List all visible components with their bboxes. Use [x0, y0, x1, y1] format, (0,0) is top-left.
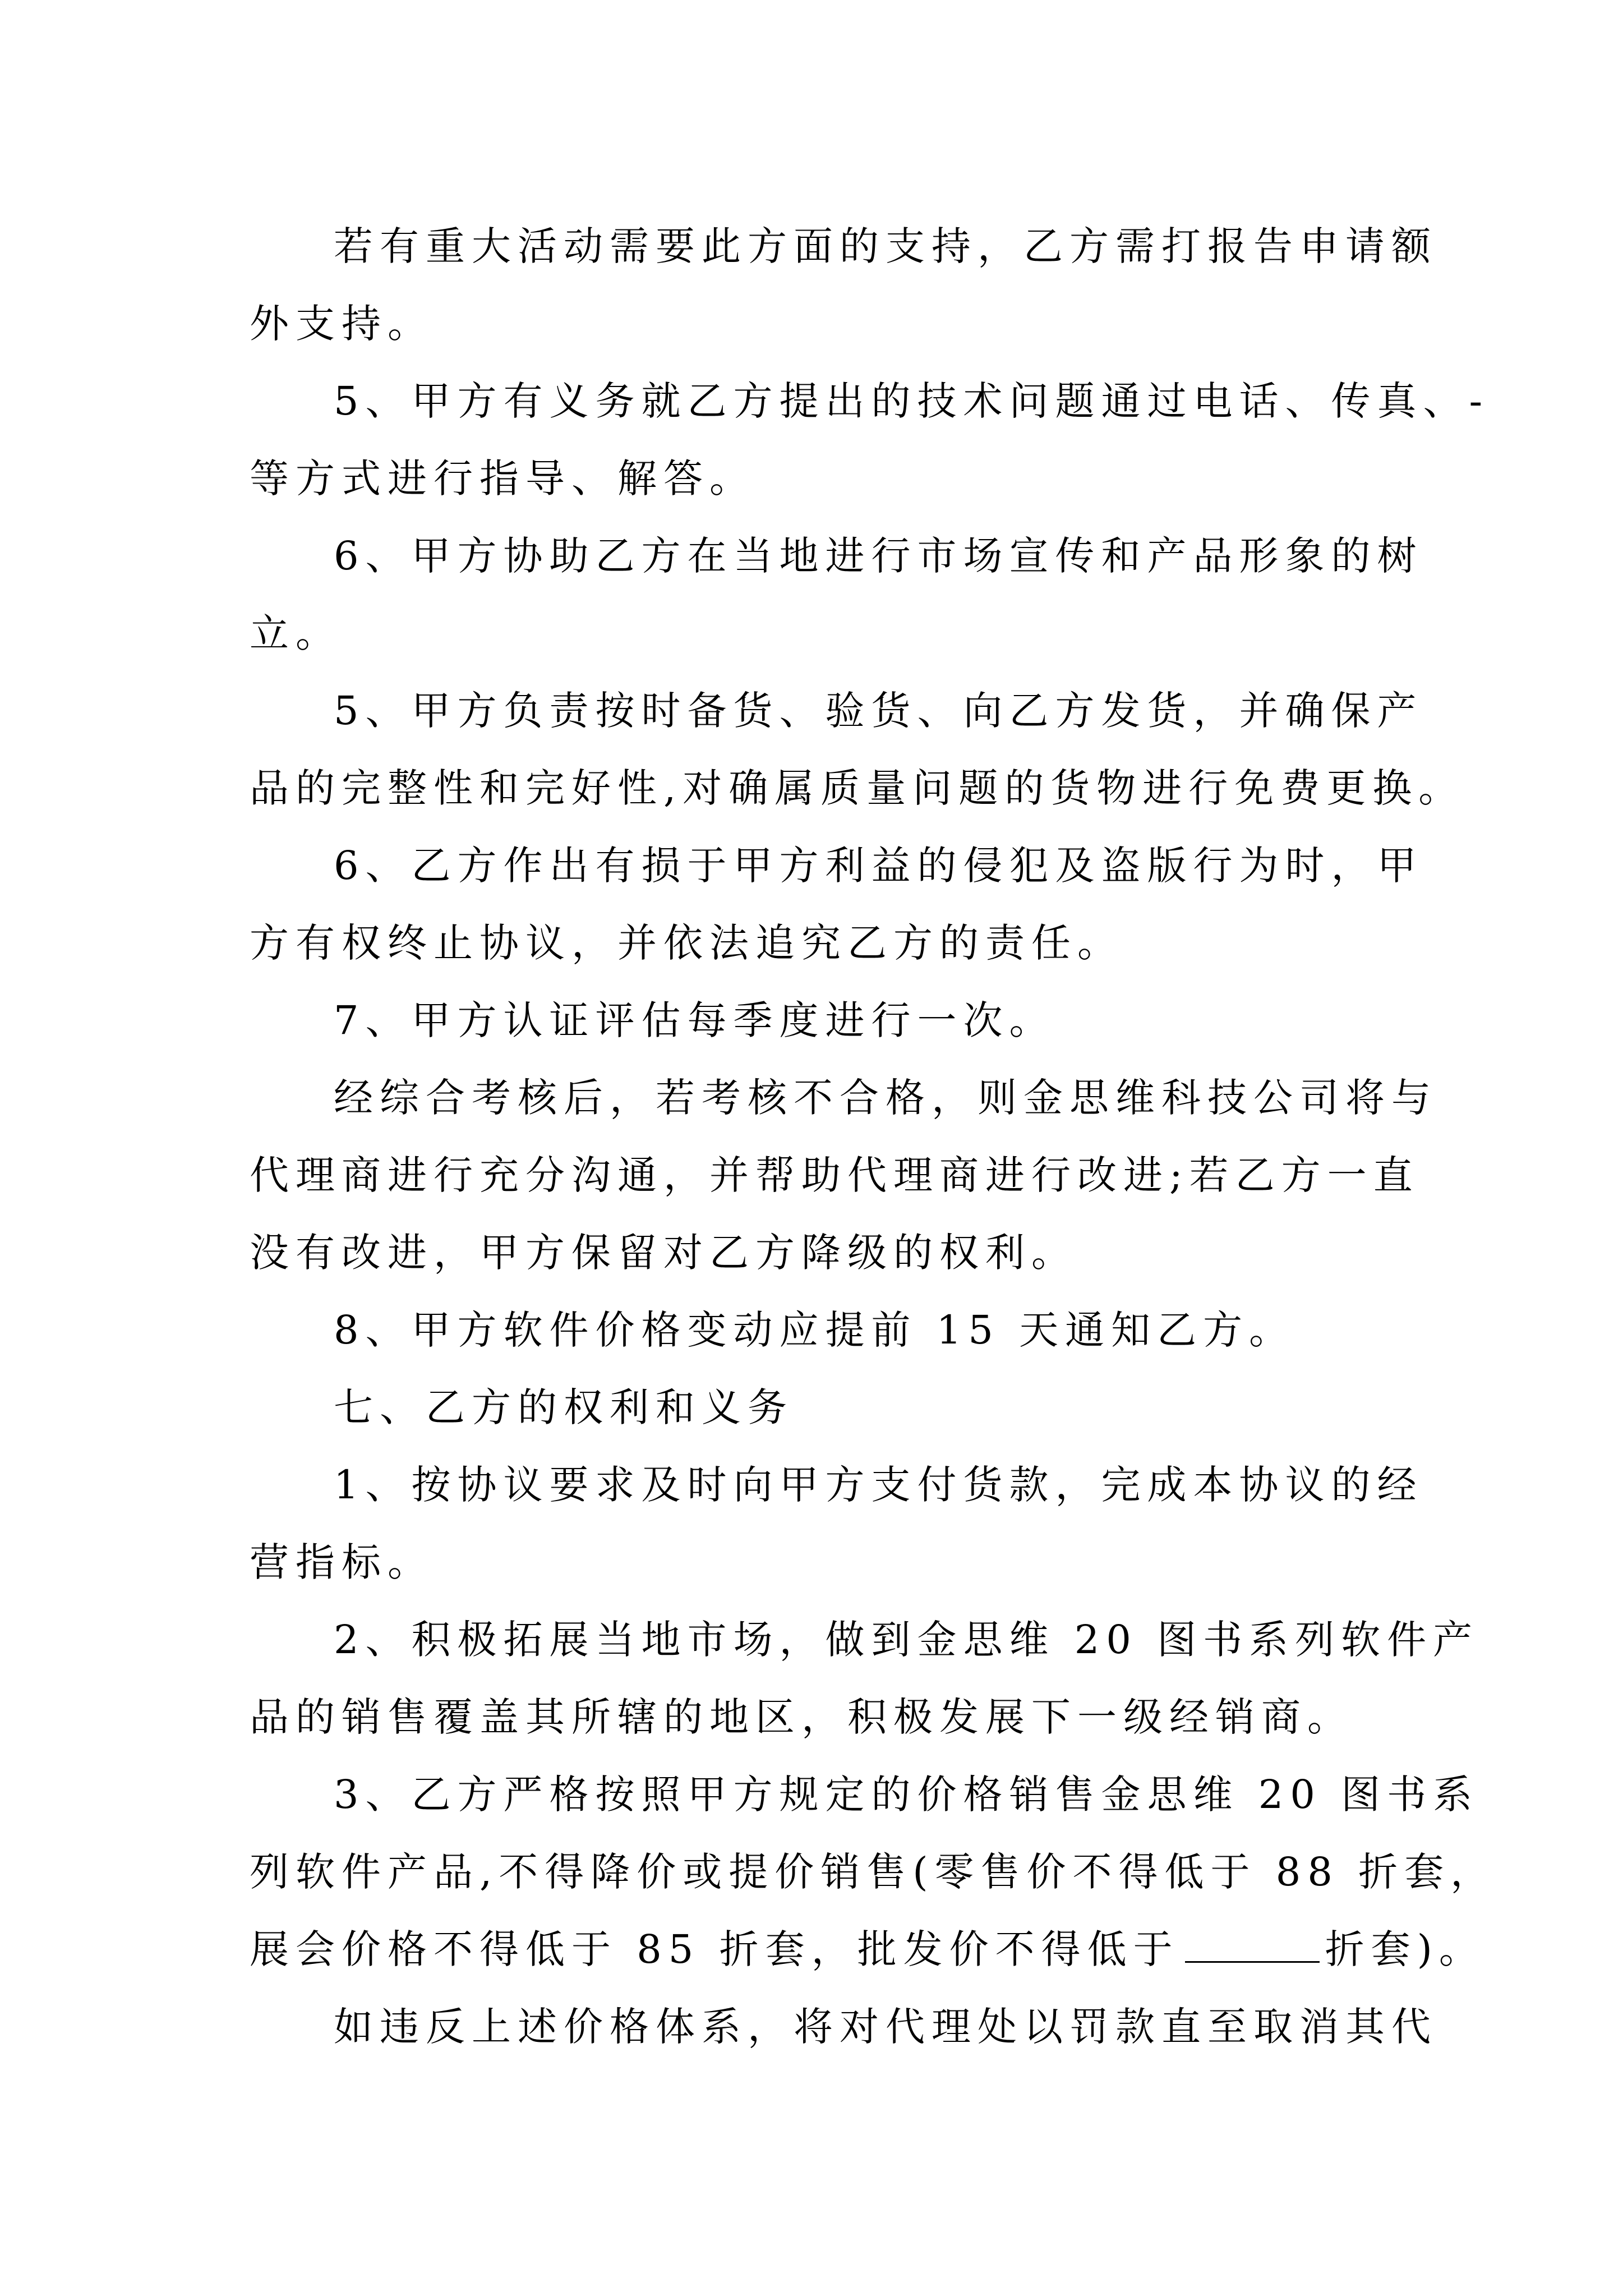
paragraph-line: 8、甲方软件价格变动应提前 15 天通知乙方。: [334, 1307, 1295, 1353]
paragraph-text: 折套)。: [1325, 1926, 1485, 1972]
document-body: [250, 208, 1497, 2065]
paragraph-line: 3、乙方严格按照甲方规定的价格销售金思维 20 图书系: [334, 1772, 1479, 1818]
paragraph-line: 代理商进行充分沟通，并帮助代理商进行改进;若乙方一直: [250, 1152, 1419, 1198]
paragraph-line: 等方式进行指导、解答。: [250, 455, 755, 501]
paragraph-line: 品的完整性和完好性,对确属质量问题的货物进行免费更换。: [250, 765, 1465, 811]
paragraph-line: 1、按协议要求及时向甲方支付货款，完成本协议的经: [334, 1462, 1423, 1508]
paragraph-line: 6、甲方协助乙方在当地进行市场宣传和产品形象的树: [334, 533, 1423, 579]
paragraph-line: 5、甲方负责按时备货、验货、向乙方发货，并确保产: [334, 688, 1423, 734]
paragraph-line: 2、积极拓展当地市场，做到金思维 20 图书系列软件产: [334, 1617, 1479, 1663]
paragraph-line: 营指标。: [250, 1539, 434, 1585]
paragraph-line: 方有权终止协议，并依法追究乙方的责任。: [250, 920, 1123, 966]
paragraph-line: 如违反上述价格体系，将对代理处以罚款直至取消其代: [334, 2004, 1437, 2050]
paragraph-line: 6、乙方作出有损于甲方利益的侵犯及盗版行为时，甲: [334, 843, 1423, 889]
paragraph-line: 外支持。: [250, 301, 434, 347]
paragraph-line: 品的销售覆盖其所辖的地区，积极发展下一级经销商。: [250, 1694, 1353, 1740]
paragraph-line-with-blank: [250, 1911, 1485, 1988]
paragraph-line: 列软件产品,不得降价或提价销售(零售价不得低于 88 折套，: [250, 1849, 1497, 1895]
paragraph-line: 立。: [250, 610, 342, 656]
paragraph-line: 7、甲方认证评估每季度进行一次。: [334, 997, 1055, 1043]
paragraph-text: 展会价格不得低于 85 折套，批发价不得低于: [250, 1926, 1179, 1972]
paragraph-line: 5、甲方有义务就乙方提出的技术问题通过电话、传真、-: [334, 378, 1490, 424]
paragraph-line: 没有改进，甲方保留对乙方降级的权利。: [250, 1230, 1077, 1276]
fill-in-blank: [1185, 1927, 1320, 1963]
paragraph-line: 若有重大活动需要此方面的支持，乙方需打报告申请额: [334, 223, 1437, 269]
paragraph-line: 经综合考核后，若考核不合格，则金思维科技公司将与: [334, 1075, 1437, 1121]
section-heading: 七、乙方的权利和义务: [334, 1384, 794, 1430]
